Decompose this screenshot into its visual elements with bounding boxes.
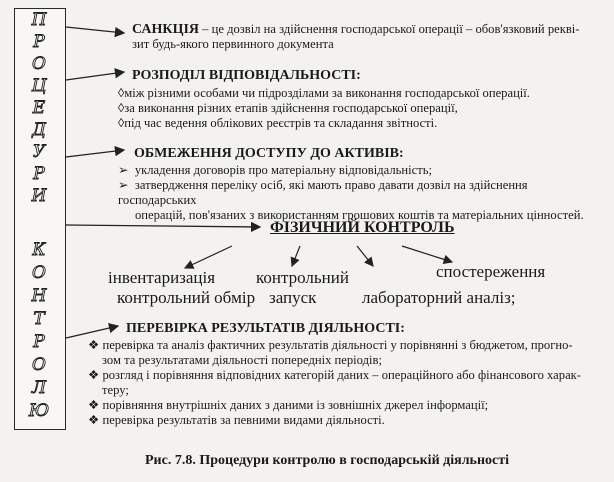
figure-caption: Рис. 7.8. Процедури контролю в господарській діяльності <box>145 453 509 468</box>
vertical-letter: О <box>32 355 46 375</box>
sanction-title: САНКЦІЯ <box>132 22 200 37</box>
responsibility-item: ◊під час ведення облікових реєстрів та складання звітності. <box>118 116 438 130</box>
vertical-letter: Л <box>31 378 47 398</box>
vertical-letter: Р <box>33 332 45 352</box>
results-item: ❖ перевірка результатів за певними видами діяльності. <box>88 413 385 427</box>
results-item-continuation: зом та результатами діяльності попередніх періодів; <box>102 353 382 367</box>
vertical-letter: Е <box>32 98 46 118</box>
arrow-observation <box>402 246 452 262</box>
physical-title: ФІЗИЧНИЙ КОНТРОЛЬ <box>270 219 455 236</box>
control-launch-label-line1: контрольний <box>256 268 349 287</box>
measure-label: контрольний обмір <box>117 288 256 307</box>
access-item-continuation: операцій, пов'язаних з використанням грошових коштів та матеріальних цінностей. <box>135 208 584 222</box>
vertical-letter: Н <box>31 286 47 306</box>
responsibility-title: РОЗПОДІЛ ВІДПОВІДАЛЬНОСТІ <box>132 68 357 83</box>
results-item: ❖ порівняння внутрішніх даних з даними із зовнішніх джерел інформації; <box>88 398 489 412</box>
arrow-results <box>66 326 118 338</box>
sanction-text-line1: – це дозвіл на здійснення господарської операції – обов'язковий рекві- <box>202 22 580 36</box>
lozenge-bullet-icon: ◊ <box>118 116 125 130</box>
results-item: ❖ розгляд і порівняння відповідних категорій даних – операційного або фінансового харак- <box>88 368 581 382</box>
vertical-letter: Д <box>32 120 46 140</box>
arrow-physical <box>66 225 260 227</box>
diamond-bullet-icon: ❖ <box>88 338 100 352</box>
arrow-responsibility <box>66 72 124 80</box>
vertical-letter: Р <box>33 32 45 52</box>
arrow-inventory <box>185 246 232 268</box>
sanction-text-line2: зит будь-якого первинного документа <box>132 37 334 51</box>
diamond-bullet-icon: ❖ <box>88 398 100 412</box>
vertical-letter: О <box>32 54 46 74</box>
vertical-letter: Ю <box>28 401 50 421</box>
arrow-sanction <box>66 27 124 33</box>
vertical-letter: К <box>32 240 46 260</box>
lozenge-bullet-icon: ◊ <box>118 101 125 115</box>
responsibility-item: ◊за виконання різних етапів здійснення господарської операції, <box>118 101 458 115</box>
vertical-letter: И <box>31 186 47 206</box>
vertical-letter: У <box>32 142 46 162</box>
inventory-label: інвентаризація <box>108 268 216 287</box>
results-item-continuation: теру; <box>102 383 129 397</box>
vertical-letter: Ц <box>31 76 47 96</box>
lozenge-bullet-icon: ◊ <box>118 86 125 100</box>
access-title: ОБМЕЖЕННЯ ДОСТУПУ ДО АКТИВІВ <box>134 146 399 161</box>
vertical-letter: О <box>32 263 46 283</box>
access-item: ➢ затвердження переліку осіб, які мають право давати дозвіл на здійснення господарських <box>118 178 528 207</box>
lab-label: лабораторний аналіз; <box>362 288 516 307</box>
vertical-letter: Т <box>33 309 45 329</box>
results-title: ПЕРЕВІРКА РЕЗУЛЬТАТІВ ДІЯЛЬНОСТІ: <box>126 321 405 336</box>
arrow-bullet-icon: ➢ <box>118 178 129 192</box>
arrow-control-launch <box>292 246 300 266</box>
vertical-letter: П <box>31 10 47 30</box>
results-item: ❖ перевірка та аналіз фактичних результатів діяльності у порівнянні з бюджетом, прогно- <box>88 338 573 352</box>
responsibility-list <box>118 86 598 131</box>
responsibility-item: ◊між різними особами чи підрозділами за виконання господарської операції. <box>118 86 530 100</box>
observation-label: спостереження <box>436 262 546 281</box>
diamond-bullet-icon: ❖ <box>88 368 100 382</box>
arrow-lab <box>357 246 373 266</box>
arrow-bullet-icon: ➢ <box>118 163 129 177</box>
vertical-letter: Р <box>33 164 45 184</box>
diamond-bullet-icon: ❖ <box>88 413 100 427</box>
arrow-access <box>66 150 124 157</box>
control-launch-label-line2: запуск <box>269 288 317 307</box>
access-item: ➢ укладення договорів про матеріальну відповідальність; <box>118 163 432 177</box>
